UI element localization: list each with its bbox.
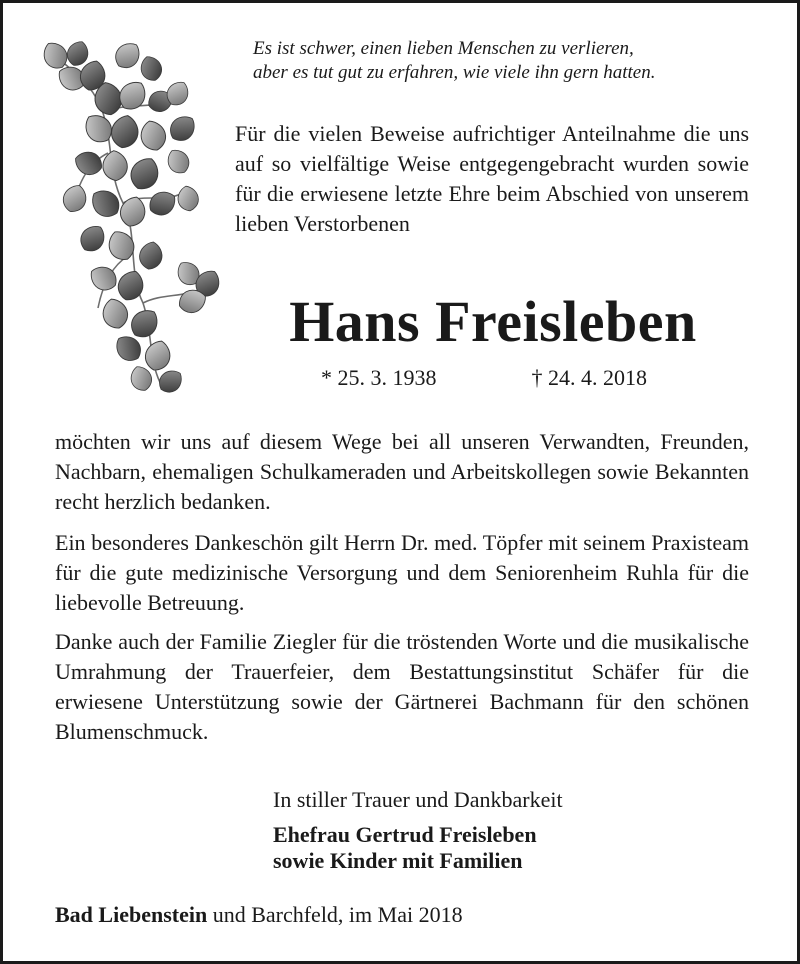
deceased-name: Hans Freisleben bbox=[289, 289, 697, 354]
place-rest: und Barchfeld, im Mai 2018 bbox=[207, 902, 463, 927]
quote bbox=[253, 37, 753, 85]
life-dates bbox=[321, 363, 647, 393]
place-date bbox=[55, 900, 463, 930]
death-date: † 24. 4. 2018 bbox=[531, 365, 647, 390]
quote-line-2: aber es tut gut zu erfahren, wie viele ihn gern hatten. bbox=[253, 62, 656, 83]
signers bbox=[273, 822, 537, 874]
closing-line: In stiller Trauer und Dankbarkeit bbox=[273, 787, 563, 812]
thanks-paragraph-2: Ein besonderes Dankeschön gilt Herrn Dr. med. Töpfer mit seinem Praxisteam für die gute medizinische Versorgung und dem Seniorenheim Ruhla für die liebevolle Betreuung. bbox=[55, 530, 749, 615]
intro-text: Für die vielen Beweise aufrichtiger Anteilnahme die uns auf so vielfältige Weise entgegengebracht wurden sowie für die erwiesene letzte Ehre beim Abschied von unserem lieben Verstorbenen bbox=[235, 121, 749, 236]
ivy-vine-icon bbox=[33, 33, 233, 398]
signer-line-2: sowie Kinder mit Familien bbox=[273, 848, 523, 873]
thanks-paragraph-1: möchten wir uns auf diesem Wege bei all unseren Verwandten, Freunden, Nachbarn, ehemaligen Schulkameraden und Arbeitskollegen sowie Bekannten recht herzlich bedanken. bbox=[55, 429, 749, 514]
place-name: Bad Liebenstein bbox=[55, 902, 208, 927]
birth-date: * 25. 3. 1938 bbox=[321, 365, 437, 390]
signer-line-1: Ehefrau Gertrud Freisleben bbox=[273, 822, 537, 847]
quote-line-1: Es ist schwer, einen lieben Menschen zu verlieren, bbox=[253, 38, 634, 59]
thanks-paragraph-3: Danke auch der Familie Ziegler für die tröstenden Worte und die musikalische Umrahmung der Trauerfeier, dem Bestattungsinstitut Schäfer für die erwiesene Unterstützung sowie der Gärtnerei Bachmann für den schönen Blumenschmuck. bbox=[55, 629, 749, 744]
